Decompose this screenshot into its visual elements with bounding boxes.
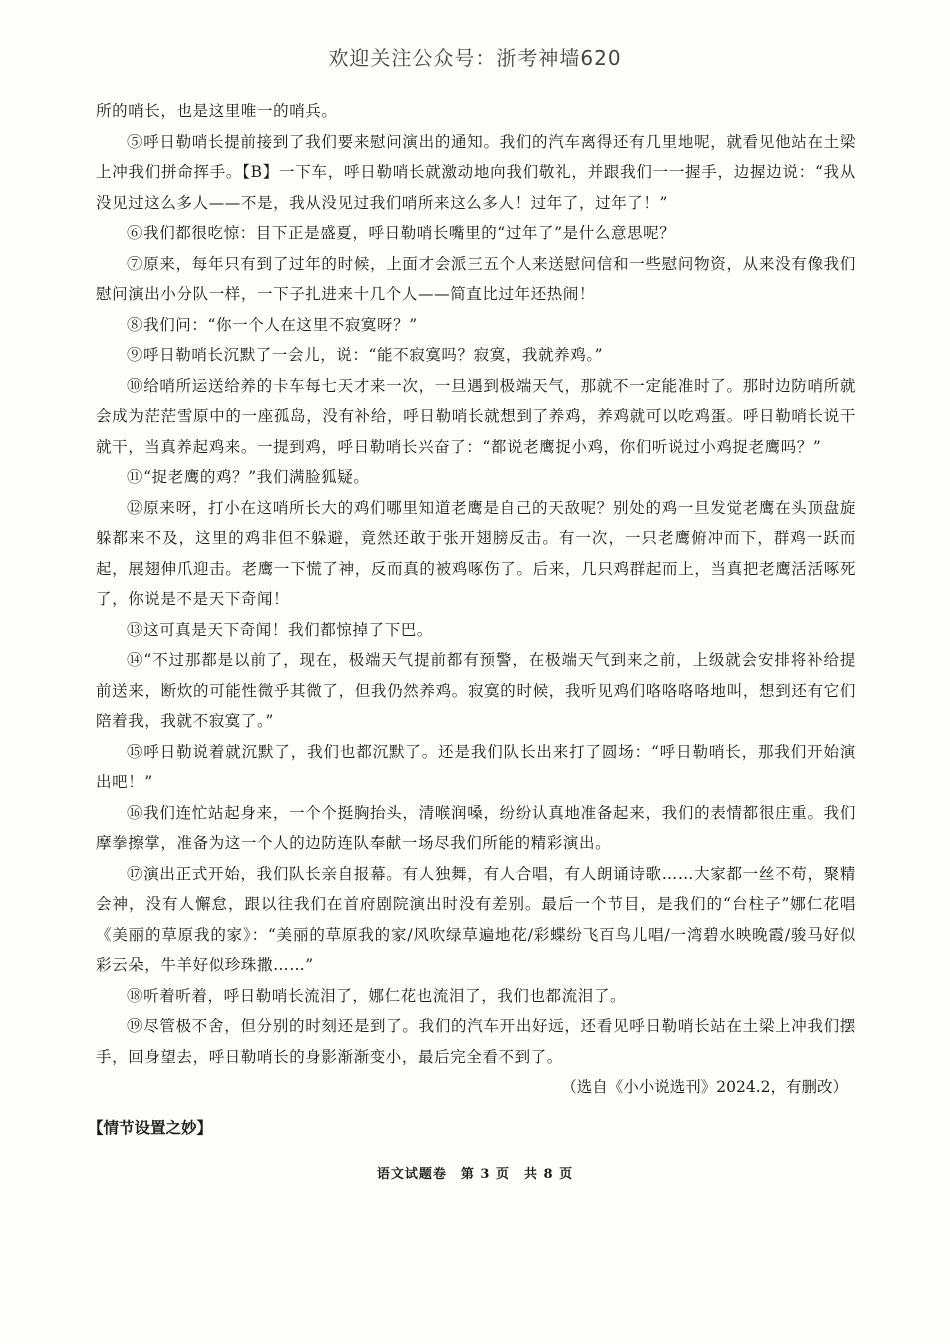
paragraph-18: ⑱听着听着，呼日勒哨长流泪了，娜仁花也流泪了，我们也都流泪了。 (127, 986, 627, 1005)
paragraph-11: ⑪“捉老鹰的鸡？”我们满脸狐疑。 (127, 468, 370, 486)
paragraph-16: ⑯我们连忙站起身来，一个个挺胸抬头，清喉润嗓，纷纷认真地准备起来，我们的表情都很庄重。我们摩拳擦掌，准备为这一个人的边防连队奉献一场尽我们所能的精彩演出。 (96, 803, 856, 852)
paragraph-continued: 所的哨长，也是这里唯一的哨兵。 (96, 102, 338, 120)
paragraph-14: ⑭“不过那都是以前了，现在，极端天气提前都有预警，在极端天气到来之前，上级就会安排将补给提前送来，断炊的可能性微乎其微了，但我仍然养鸡。寂寞的时候，我听见鸡们咯咯咯咯地叫，想到还有它们陪着我，我就不寂寞了。” (96, 651, 856, 730)
paragraph-5: ⑤呼日勒哨长提前接到了我们要来慰问演出的通知。我们的汽车离得还有几里地呢，就看见他站在土梁上冲我们拼命挥手。【B】一下车，呼日勒哨长就激动地向我们敬礼，并跟我们一一握手，边握边说：“我从没见过这么多人——不是，我从没见过我们哨所来这么多人！过年了，过年了！” (96, 132, 856, 212)
paragraph-17: ⑰演出正式开始，我们队长亲自报幕。有人独舞，有人合唱，有人朗诵诗歌……大家都一丝不苟，聚精会神，没有人懈怠，跟以往我们在首府剧院演出时没有差别。最后一个节目，是我们的“台柱子”娜仁花唱《美丽的草原我的家》：“美丽的草原我的家/风吹绿草遍地花/彩蝶纷飞百鸟儿唱/一湾碧水映晚霞/骏马好似彩云朵，牛羊好似珍珠撒……” (96, 864, 856, 974)
paragraph-13: ⑬这可真是天下奇闻！我们都惊掉了下巴。 (127, 620, 433, 639)
paragraph-15: ⑮呼日勒说着就沉默了，我们也都沉默了。还是我们队长出来打了圆场：“呼日勒哨长，那我们开始演出吧！” (96, 742, 856, 791)
paragraph-7: ⑦原来，每年只有到了过年的时候，上面才会派三五个人来送慰问信和一些慰问物资，从来没有像我们慰问演出小分队一样，一下子扎进来十几个人——简直比过年还热闹！ (96, 254, 856, 303)
article-body (88, 96, 856, 1143)
paragraph-10: ⑩给哨所运送给养的卡车每七天才来一次，一旦遇到极端天气，那就不一定能准时了。那时边防哨所就会成为茫茫雪原中的一座孤岛，没有补给，呼日勒哨长就想到了养鸡，养鸡就可以吃鸡蛋。呼日勒哨长说干就干，当真养起鸡来。一提到鸡，呼日勒哨长兴奋了：“都说老鹰捉小鸡，你们听说过小鸡捉老鹰吗？” (96, 376, 856, 456)
paragraph-9: ⑨呼日勒哨长沉默了一会儿，说：“能不寂寞吗？寂寞，我就养鸡。” (127, 346, 604, 364)
page-header-watermark: 欢迎关注公众号：浙考神墙620 (328, 46, 622, 70)
paragraph-6: ⑥我们都很吃惊：目下正是盛夏，呼日勒哨长嘴里的“过年了”是什么意思呢？ (127, 224, 676, 242)
paragraph-19: ⑲尽管极不舍，但分别的时刻还是到了。我们的汽车开出好远，还看见呼日勒哨长站在土梁上冲我们摆手，回身望去，呼日勒哨长的身影渐渐变小，最后完全看不到了。 (96, 1017, 856, 1066)
paragraph-12: ⑫原来呀，打小在这哨所长大的鸡们哪里知道老鹰是自己的天敌呢？别处的鸡一旦发觉老鹰在头顶盘旋躲都来不及，这里的鸡非但不躲避，竟然还敢于张开翅膀反击。有一次，一只老鹰俯冲而下，群鸡一跃而起，展翅伸爪迎击。老鹰一下慌了神，反而真的被鸡啄伤了。后来，几只鸡群起而上，当真把老鹰活活啄死了，你说是不是天下奇闻！ (96, 498, 856, 608)
paragraph-8: ⑧我们问：“你一个人在这里不寂寞呀？” (127, 315, 418, 334)
page-footer: 语文试题卷 第 3 页 共 8 页 (376, 1167, 574, 1182)
section-title: 【情节设置之妙】 (88, 1117, 213, 1137)
source-citation: （选自《小小说选刊》2024.2，有删改） (561, 1078, 848, 1096)
